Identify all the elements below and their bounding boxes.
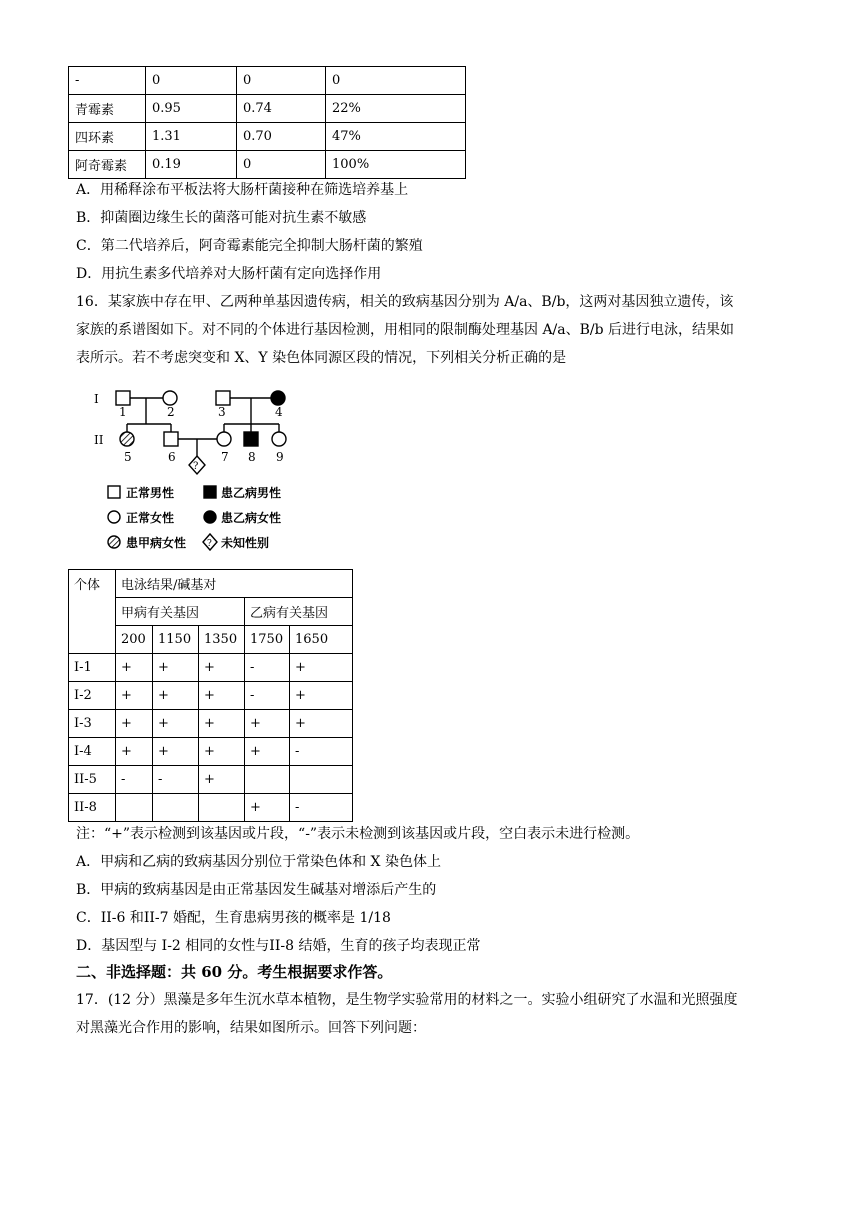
header-individual: 个体 bbox=[69, 570, 116, 654]
table-row bbox=[69, 123, 466, 151]
header-bp: 1150 bbox=[153, 626, 199, 654]
legend-unknown-sex: 未知性别 bbox=[221, 536, 270, 550]
gen-label-ii: II bbox=[94, 433, 104, 447]
table-cell bbox=[153, 794, 199, 822]
table-row bbox=[69, 67, 466, 95]
table-cell: 0 bbox=[237, 151, 326, 179]
row-label: I-3 bbox=[69, 710, 116, 738]
table-cell: - bbox=[290, 738, 353, 766]
table-cell bbox=[290, 766, 353, 794]
table-cell: + bbox=[116, 738, 153, 766]
number-label: 7 bbox=[221, 450, 229, 464]
q16-stem-line: 表所示。若不考虑突变和 X、Y 染色体同源区段的情况，下列相关分析正确的是 bbox=[76, 350, 567, 366]
q16-option-a: A．甲病和乙病的致病基因分别位于常染色体和 X 染色体上 bbox=[76, 854, 441, 870]
legend-yi-female-symbol bbox=[204, 511, 216, 523]
table-cell: + bbox=[245, 794, 290, 822]
legend-yi-female: 患乙病女性 bbox=[221, 511, 282, 525]
number-label: 4 bbox=[275, 405, 283, 419]
legend-yi-male: 患乙病男性 bbox=[221, 486, 282, 500]
table-cell: + bbox=[116, 682, 153, 710]
table-cell: 1.31 bbox=[146, 123, 237, 151]
table-cell: + bbox=[153, 654, 199, 682]
legend-yi-male-symbol bbox=[204, 486, 216, 498]
unknown-mark: ? bbox=[193, 461, 199, 472]
gen-label-i: I bbox=[94, 392, 99, 406]
electrophoresis-table bbox=[68, 569, 353, 822]
q16-option-d: D．基因型与 I-2 相同的女性与II-8 结婚，生育的孩子均表现正常 bbox=[76, 938, 481, 954]
number-label: 1 bbox=[119, 405, 127, 419]
number-label: 6 bbox=[168, 450, 176, 464]
q16-note: 注：“+”表示检测到该基因或片段，“-”表示未检测到该基因或片段，空白表示未进行检测。 bbox=[76, 826, 640, 842]
number-label: 9 bbox=[276, 450, 284, 464]
legend-unknown-mark: ? bbox=[207, 539, 212, 549]
legend-normal-female-symbol bbox=[108, 511, 120, 523]
pedigree-diagram bbox=[90, 382, 330, 557]
table-cell: - bbox=[116, 766, 153, 794]
table-row bbox=[69, 570, 353, 598]
table-cell: + bbox=[153, 682, 199, 710]
q16-stem-line: 16．某家族中存在甲、乙两种单基因遗传病，相关的致病基因分别为 A/a、B/b，这两对基因独立遗传，该 bbox=[76, 294, 734, 310]
row-label: I-4 bbox=[69, 738, 116, 766]
q16-option-b: B．甲病的致病基因是由正常基因发生碱基对增添后产生的 bbox=[76, 882, 437, 898]
q16-stem-line: 家族的系谱图如下。对不同的个体进行基因检测，用相同的限制酶处理基因 A/a、B/b 后进行电泳，结果如 bbox=[76, 322, 735, 338]
table-cell: 青霉素 bbox=[69, 95, 146, 123]
individual-ii7 bbox=[217, 432, 231, 446]
individual-i2 bbox=[163, 391, 177, 405]
row-label: II-5 bbox=[69, 766, 116, 794]
row-label: II-8 bbox=[69, 794, 116, 822]
table-cell bbox=[199, 794, 245, 822]
table-cell: 阿奇霉素 bbox=[69, 151, 146, 179]
table-cell: 0.74 bbox=[237, 95, 326, 123]
table-cell: 100% bbox=[326, 151, 466, 179]
individual-ii8 bbox=[244, 432, 258, 446]
antibiotic-table bbox=[68, 66, 466, 179]
table-cell: + bbox=[153, 710, 199, 738]
table-row bbox=[69, 682, 353, 710]
table-row bbox=[69, 794, 353, 822]
individual-i1 bbox=[116, 391, 130, 405]
individual-i3 bbox=[216, 391, 230, 405]
table-cell: + bbox=[290, 682, 353, 710]
individual-ii5 bbox=[120, 432, 134, 446]
number-label: 5 bbox=[124, 450, 132, 464]
q17-stem-line: 17．(12 分）黑藻是多年生沉水草本植物，是生物学实验常用的材料之一。实验小组研究了水温和光照强度 bbox=[76, 992, 738, 1008]
table-cell: 47% bbox=[326, 123, 466, 151]
q16-option-c: C．II-6 和II-7 婚配，生育患病男孩的概率是 1/18 bbox=[76, 910, 391, 926]
header-yi: 乙病有关基因 bbox=[245, 598, 353, 626]
header-bp: 1650 bbox=[290, 626, 353, 654]
legend-jia-female-symbol bbox=[108, 536, 120, 548]
number-label: 8 bbox=[248, 450, 256, 464]
row-label: I-1 bbox=[69, 654, 116, 682]
section-heading: 二、非选择题：共 60 分。考生根据要求作答。 bbox=[76, 963, 393, 981]
table-cell: - bbox=[69, 67, 146, 95]
table-cell: + bbox=[245, 738, 290, 766]
table-cell: 0 bbox=[146, 67, 237, 95]
table-cell: + bbox=[199, 682, 245, 710]
number-label: 3 bbox=[218, 405, 226, 419]
row-label: I-2 bbox=[69, 682, 116, 710]
table-cell: + bbox=[199, 654, 245, 682]
table-cell: + bbox=[290, 654, 353, 682]
individual-ii6 bbox=[164, 432, 178, 446]
number-label: 2 bbox=[167, 405, 175, 419]
table-cell: + bbox=[116, 710, 153, 738]
individual-ii9 bbox=[272, 432, 286, 446]
table-row bbox=[69, 766, 353, 794]
table-cell: 22% bbox=[326, 95, 466, 123]
table-cell: + bbox=[245, 710, 290, 738]
header-bp: 1350 bbox=[199, 626, 245, 654]
legend-normal-male: 正常男性 bbox=[126, 486, 175, 500]
table-cell: + bbox=[199, 710, 245, 738]
header-result: 电泳结果/碱基对 bbox=[116, 570, 353, 598]
legend-normal-female: 正常女性 bbox=[126, 511, 175, 525]
table-cell: 0.95 bbox=[146, 95, 237, 123]
q15-option-c: C．第二代培养后，阿奇霉素能完全抑制大肠杆菌的繁殖 bbox=[76, 238, 423, 254]
legend-normal-male-symbol bbox=[108, 486, 120, 498]
individual-i4 bbox=[271, 391, 285, 405]
q15-option-d: D．用抗生素多代培养对大肠杆菌有定向选择作用 bbox=[76, 266, 382, 282]
q15-option-b: B．抑菌圈边缘生长的菌落可能对抗生素不敏感 bbox=[76, 210, 367, 226]
table-cell bbox=[245, 766, 290, 794]
table-row bbox=[69, 151, 466, 179]
header-bp: 1750 bbox=[245, 626, 290, 654]
table-cell: + bbox=[116, 654, 153, 682]
table-cell: + bbox=[153, 738, 199, 766]
header-jia: 甲病有关基因 bbox=[116, 598, 245, 626]
table-row bbox=[69, 95, 466, 123]
table-row bbox=[69, 738, 353, 766]
table-cell: 0 bbox=[326, 67, 466, 95]
table-cell: 四环素 bbox=[69, 123, 146, 151]
header-bp: 200 bbox=[116, 626, 153, 654]
table-cell: + bbox=[199, 766, 245, 794]
table-cell: 0.70 bbox=[237, 123, 326, 151]
table-cell bbox=[116, 794, 153, 822]
table-cell: + bbox=[199, 738, 245, 766]
table-cell: + bbox=[290, 710, 353, 738]
q15-option-a: A．用稀释涂布平板法将大肠杆菌接种在筛选培养基上 bbox=[76, 182, 409, 198]
q17-stem-line: 对黑藻光合作用的影响，结果如图所示。回答下列问题： bbox=[76, 1020, 426, 1036]
table-cell: - bbox=[290, 794, 353, 822]
table-row bbox=[69, 710, 353, 738]
table-cell: - bbox=[245, 654, 290, 682]
legend-jia-female: 患甲病女性 bbox=[126, 536, 187, 550]
table-cell: 0.19 bbox=[146, 151, 237, 179]
table-cell: - bbox=[153, 766, 199, 794]
table-cell: 0 bbox=[237, 67, 326, 95]
table-cell: - bbox=[245, 682, 290, 710]
table-row bbox=[69, 654, 353, 682]
